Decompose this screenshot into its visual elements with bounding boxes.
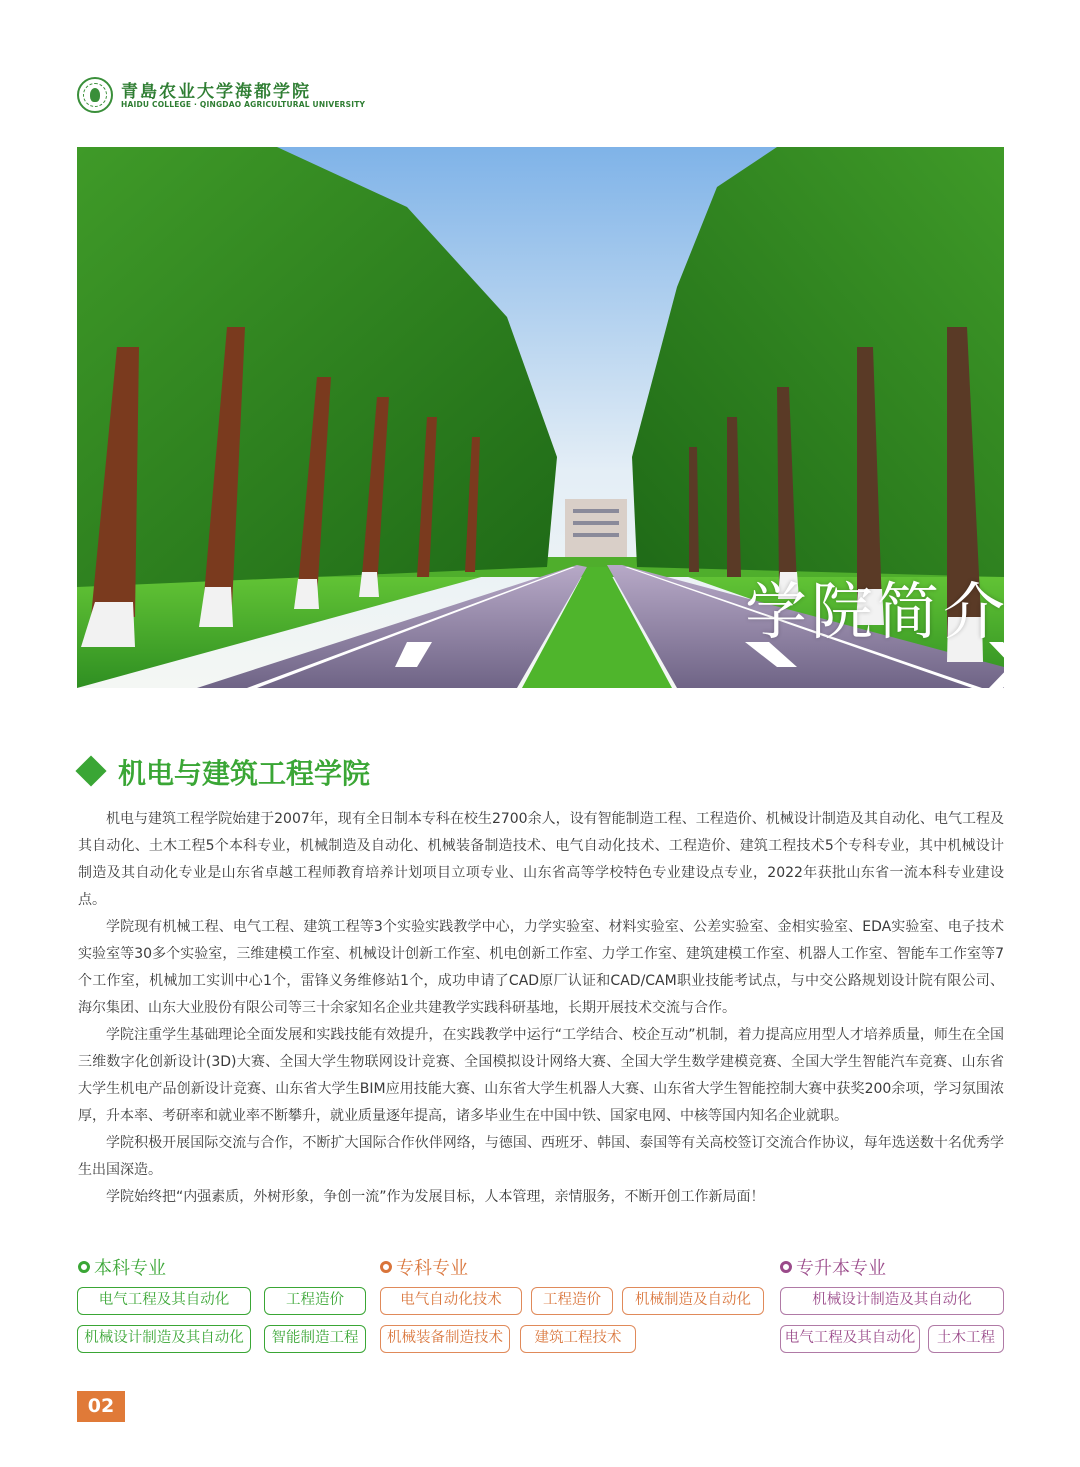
hero-title: 学院简介: [745, 575, 1010, 648]
school-name-en: HAIDU COLLEGE · QINGDAO AGRICULTURAL UNIVERSITY: [121, 100, 366, 109]
school-name-cn: 青島农业大学海都学院: [121, 82, 311, 102]
undergrad-majors-title: 本科专业: [94, 1258, 166, 1279]
major-tag: 机械制造及自动化: [622, 1287, 764, 1315]
page-number: 02: [77, 1391, 125, 1422]
major-tag: 智能制造工程: [264, 1325, 366, 1353]
undergrad-majors-heading: [78, 1254, 166, 1280]
major-tag: 建筑工程技术: [520, 1325, 636, 1353]
paragraph: 学院积极开展国际交流与合作，不断扩大国际合作伙伴网络，与德国、西班牙、韩国、泰国等有关高校签订交流合作协议，每年选送数十名优秀学生出国深造。: [78, 1135, 1004, 1178]
major-tag: 机械设计制造及其自动化: [77, 1325, 251, 1353]
circle-bullet-icon: [78, 1261, 90, 1273]
major-tag: 电气自动化技术: [380, 1287, 522, 1315]
circle-bullet-icon: [380, 1261, 392, 1273]
major-tag: 电气工程及其自动化: [77, 1287, 251, 1315]
intro-body: [78, 806, 1004, 1211]
major-tag: 机械装备制造技术: [380, 1325, 510, 1353]
paragraph: 学院现有机械工程、电气工程、建筑工程等3个实验实践教学中心，力学实验室、材料实验室、公差实验室、金相实验室、EDA实验室、电子技术实验室等30多个实验室，三维建模工作室、机械设计创新工作室、机电创新工作室、力学工作室、建筑建模工作室、机器人工作室、智能车工作室等7个工作室，机械加工实训中心1个，雷锋义务维修站1个，成功申请了CAD原厂认证和CAD/CAM职业技能考试点，与中交公路规划设计院有限公司、海尔集团、山东大业股份有限公司等三十余家知名企业共建教学实践科研基地，长期开展技术交流与合作。: [78, 919, 1004, 1016]
upgrade-majors-title: 专升本专业: [796, 1258, 886, 1279]
paragraph: 学院始终把“内强素质，外树形象，争创一流”作为发展目标，人本管理，亲情服务，不断开创工作新局面！: [106, 1189, 765, 1205]
college-emblem-icon: [77, 77, 113, 113]
major-tag: 机械设计制造及其自动化: [780, 1287, 1004, 1315]
junior-majors-title: 专科专业: [396, 1258, 468, 1279]
major-tag: 电气工程及其自动化: [780, 1325, 920, 1353]
major-tag: 土木工程: [928, 1325, 1004, 1353]
circle-bullet-icon: [780, 1261, 792, 1273]
major-tag: 工程造价: [531, 1287, 613, 1315]
junior-majors-heading: [380, 1254, 468, 1280]
paragraph: 学院注重学生基础理论全面发展和实践技能有效提升，在实践教学中运行“工学结合、校企互动”机制，着力提高应用型人才培养质量，师生在全国三维数字化创新设计(3D)大赛、全国大学生物联网设计竞赛、全国模拟设计网络大赛、全国大学生数学建模竞赛、全国大学生智能汽车竞赛、山东省大学生机电产品创新设计竞赛、山东省大学生BIM应用技能大赛、山东省大学生机器人大赛、山东省大学生智能控制大赛中获奖200余项，学习氛围浓厚，升本率、考研率和就业率不断攀升，就业质量逐年提高，诸多毕业生在中国中铁、国家电网、中核等国内知名企业就职。: [78, 1027, 1004, 1124]
paragraph: 机电与建筑工程学院始建于2007年，现有全日制本专科在校生2700余人，设有智能制造工程、工程造价、机械设计制造及其自动化、电气工程及其自动化、土木工程5个本科专业，机械制造及自动化、机械装备制造技术、电气自动化技术、工程造价、建筑工程技术5个专科专业，其中机械设计制造及其自动化专业是山东省卓越工程师教育培养计划项目立项专业、山东省高等学校特色专业建设点专业，2022年获批山东省一流本科专业建设点。: [78, 811, 1004, 908]
upgrade-majors-heading: [780, 1254, 886, 1280]
major-tag: 工程造价: [264, 1287, 366, 1315]
section-title: 机电与建筑工程学院: [118, 757, 371, 790]
diamond-bullet-icon: [75, 755, 106, 786]
college-logo: [77, 75, 366, 117]
